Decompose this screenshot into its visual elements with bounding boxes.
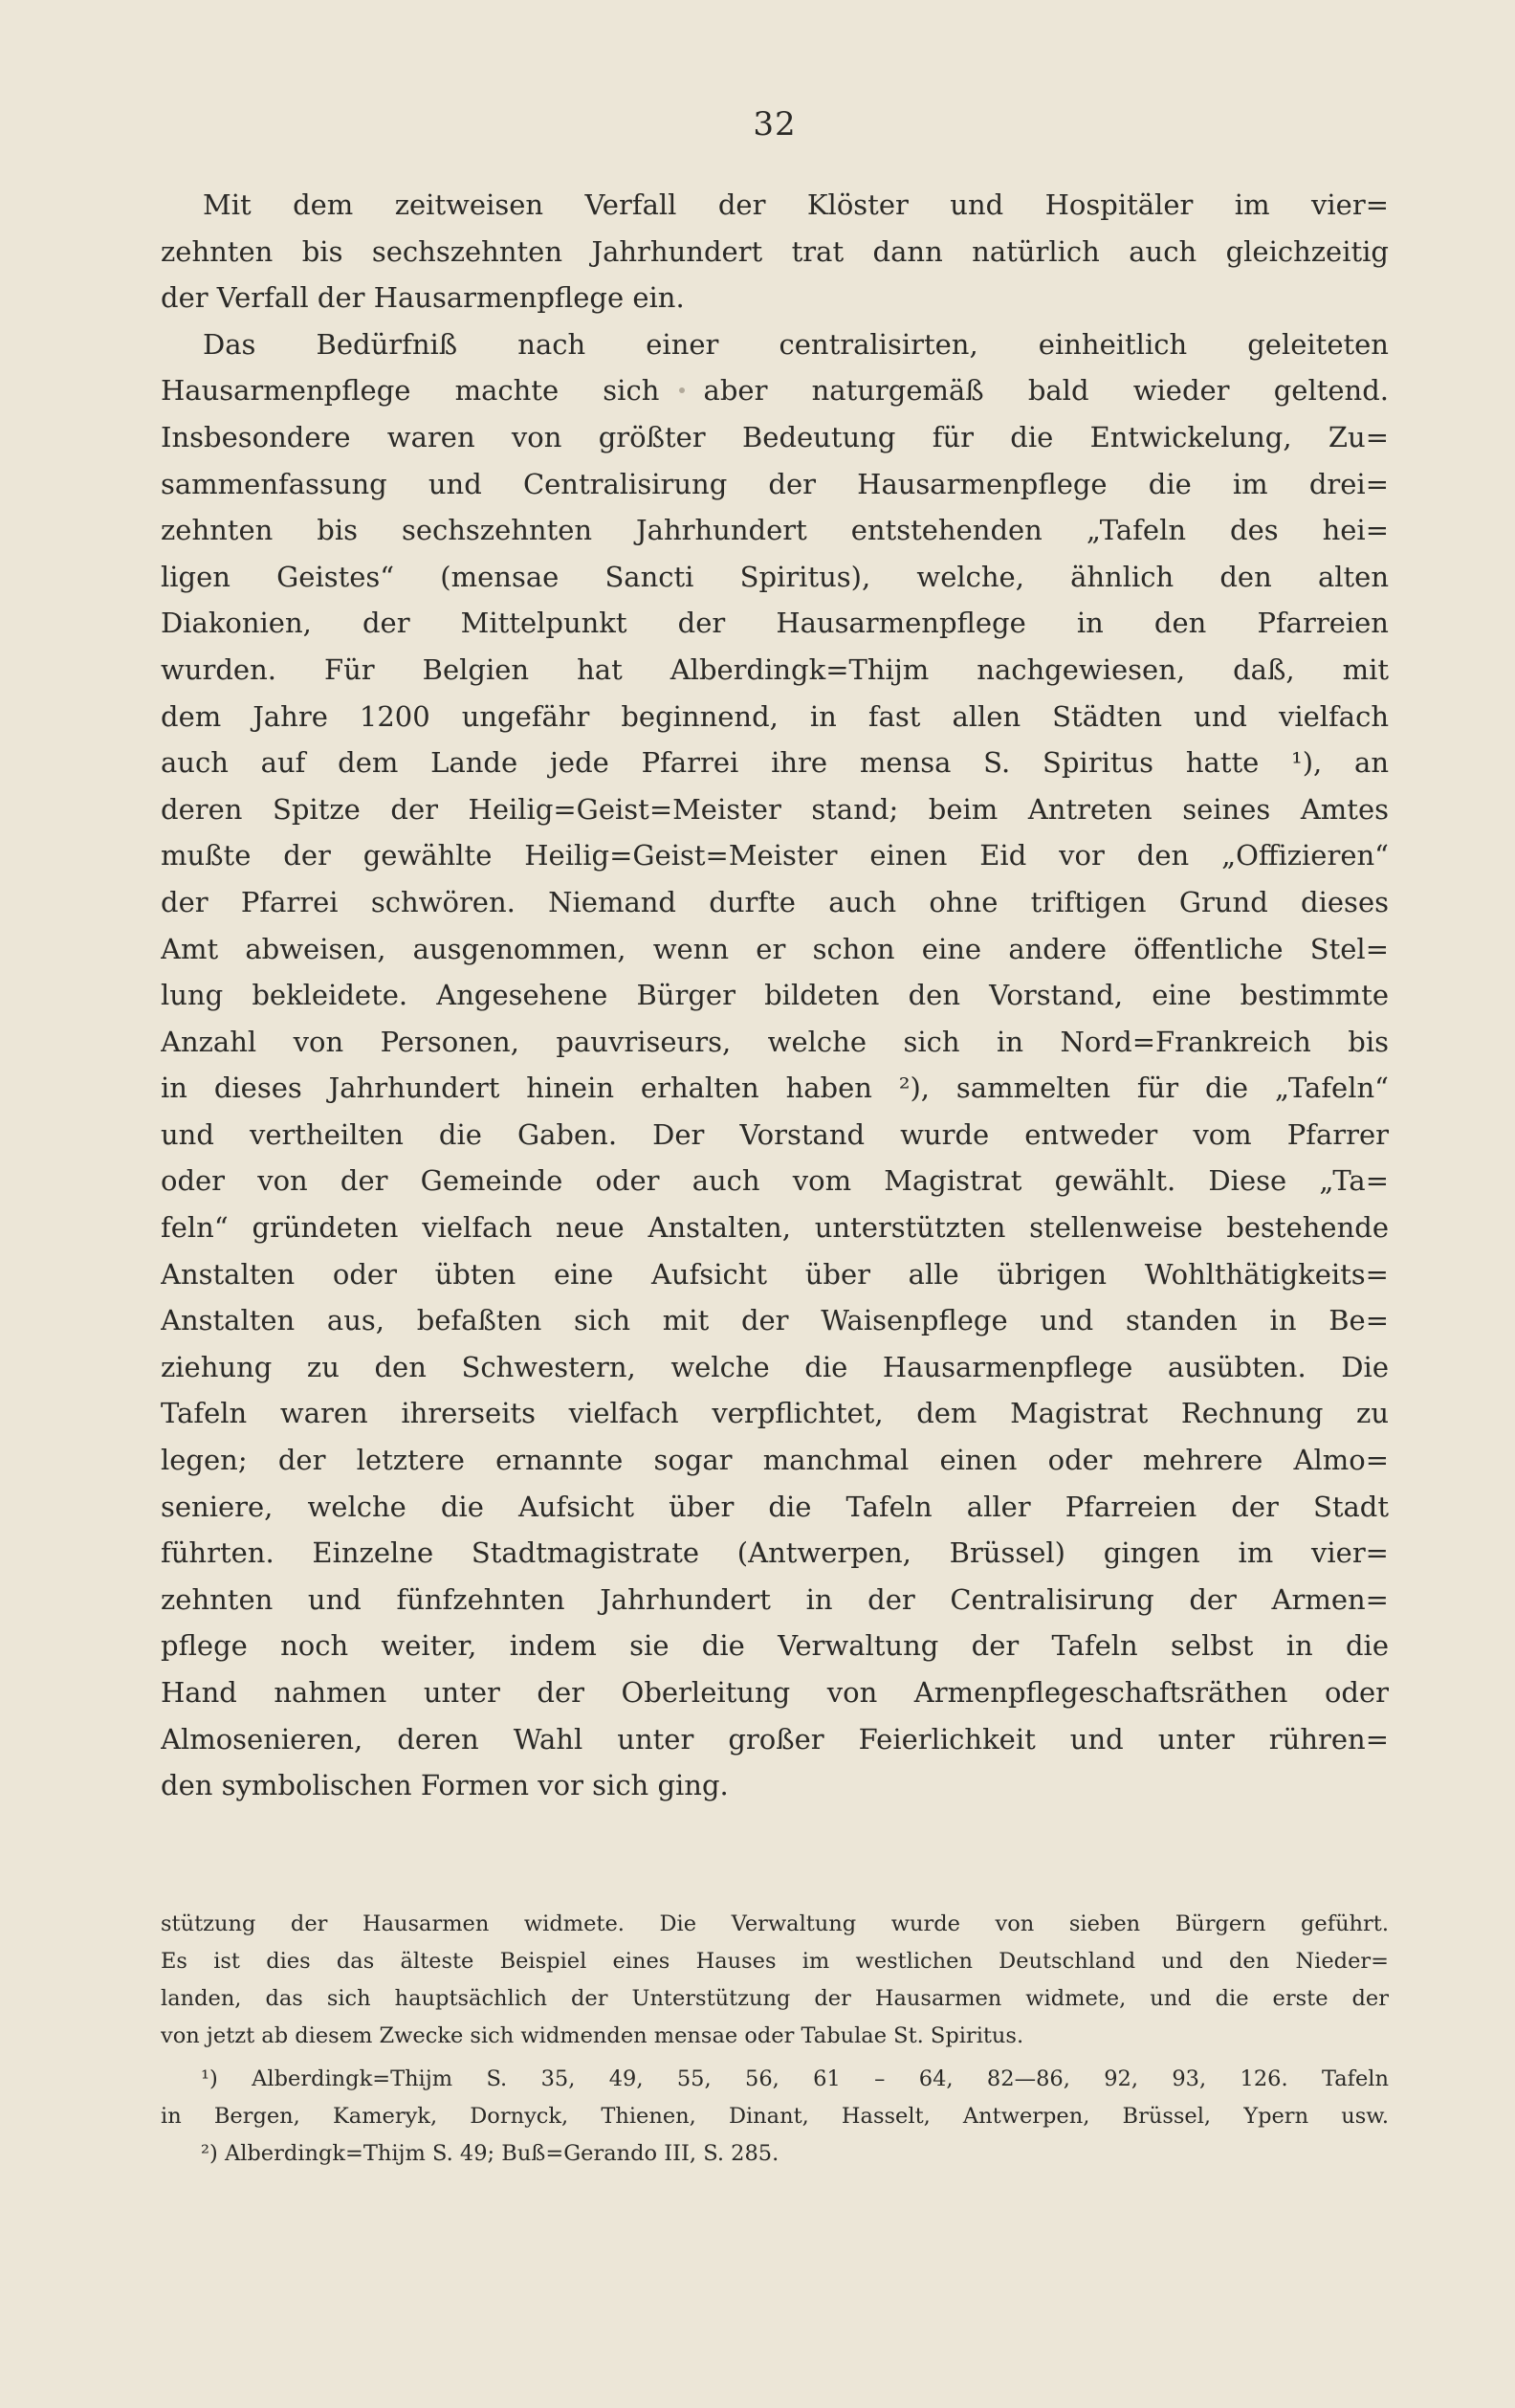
text-line: Anstalten aus, befaßten sich mit der Waisenpflege und standen in Be=: [161, 1304, 1389, 1337]
text-line: Mit dem zeitweisen Verfall der Klöster und Hospitäler im vier=: [203, 188, 1389, 221]
text-line: Anzahl von Personen, pauvriseurs, welche sich in Nord=Frankreich bis: [161, 1025, 1389, 1058]
text-line: Hand nahmen unter der Oberleitung von Armenpflegeschaftsräthen oder: [161, 1676, 1389, 1709]
text-line: Insbesondere waren von größter Bedeutung für die Entwickelung, Zu=: [161, 420, 1389, 453]
text-line: führten. Einzelne Stadtmagistrate (Antwerpen, Brüssel) gingen im vier=: [161, 1536, 1389, 1570]
text-line: zehnten bis sechszehnten Jahrhundert entstehenden „Tafeln des hei=: [161, 514, 1389, 547]
text-line: Almosenieren, deren Wahl unter großer Feierlichkeit und unter rühren=: [161, 1722, 1389, 1756]
text-line: auch auf dem Lande jede Pfarrei ihre mensa S. Spiritus hatte ¹), an: [161, 746, 1389, 780]
text-line: mußte der gewählte Heilig=Geist=Meister einen Eid vor den „Offizieren“: [161, 839, 1389, 873]
text-line: deren Spitze der Heilig=Geist=Meister stand; beim Antreten seines Amtes: [161, 792, 1389, 826]
text-line: und vertheilten die Gaben. Der Vorstand wurde entweder vom Pfarrer: [161, 1117, 1389, 1151]
text-line: legen; der letztere ernannte sogar manchmal einen oder mehrere Almo=: [161, 1444, 1389, 1477]
footnotes: [161, 1906, 1389, 2173]
text-line: Das Bedürfniß nach einer centralisirten, einheitlich geleiteten: [203, 327, 1389, 361]
text-line: Hausarmenpflege machte sich aber naturgemäß bald wieder geltend.: [161, 374, 1389, 408]
text-line: Anstalten oder übten eine Aufsicht über alle übrigen Wohlthätigkeits=: [161, 1257, 1389, 1291]
text-line: ziehung zu den Schwestern, welche die Hausarmenpflege ausübten. Die: [161, 1350, 1389, 1383]
footnote-line: landen, das sich hauptsächlich der Unterstützung der Hausarmen widmete, und die erste der: [161, 1986, 1389, 2011]
text-line: pflege noch weiter, indem sie die Verwaltung der Tafeln selbst in die: [161, 1629, 1389, 1663]
text-line: Amt abweisen, ausgenommen, wenn er schon eine andere öffentliche Stel=: [161, 932, 1389, 965]
footnote-line: in Bergen, Kameryk, Dornyck, Thienen, Dinant, Hasselt, Antwerpen, Brüssel, Ypern usw.: [161, 2104, 1389, 2129]
text-line: zehnten bis sechszehnten Jahrhundert trat dann natürlich auch gleichzeitig: [161, 234, 1389, 268]
footnote-line: ¹) Alberdingk=Thijm S. 35, 49, 55, 56, 61 – 64, 82—86, 92, 93, 126. Tafeln: [201, 2066, 1389, 2091]
text-line: sammenfassung und Centralisirung der Hausarmenpflege die im drei=: [161, 467, 1389, 500]
text-line: Tafeln waren ihrerseits vielfach verpflichtet, dem Magistrat Rechnung zu: [161, 1397, 1389, 1430]
footnote-line: Es ist dies das älteste Beispiel eines Hauses im westlichen Deutschland und den Nieder=: [161, 1949, 1389, 1974]
text-line: der Verfall der Hausarmenpflege ein.: [161, 281, 685, 315]
text-line: ligen Geistes“ (mensae Sancti Spiritus), welche, ähnlich den alten: [161, 560, 1389, 593]
text-line: dem Jahre 1200 ungefähr beginnend, in fast allen Städten und vielfach: [161, 699, 1389, 733]
footnote-line: stützung der Hausarmen widmete. Die Verwaltung wurde von sieben Bürgern geführt.: [161, 1911, 1389, 1936]
footnote-line: ²) Alberdingk=Thijm S. 49; Buß=Gerando III, S. 285.: [201, 2141, 779, 2166]
text-line: der Pfarrei schwören. Niemand durfte auch ohne triftigen Grund dieses: [161, 885, 1389, 918]
footnote-line: von jetzt ab diesem Zwecke sich widmenden mensae oder Tabulae St. Spiritus.: [161, 2023, 1024, 2048]
text-line: zehnten und fünfzehnten Jahrhundert in der Centralisirung der Armen=: [161, 1582, 1389, 1616]
text-line: den symbolischen Formen vor sich ging.: [161, 1769, 729, 1802]
text-line: oder von der Gemeinde oder auch vom Magistrat gewählt. Diese „Ta=: [161, 1164, 1389, 1198]
text-line: feln“ gründeten vielfach neue Anstalten, unterstützten stellenweise bestehende: [161, 1211, 1389, 1245]
text-line: in dieses Jahrhundert hinein erhalten haben ²), sammelten für die „Tafeln“: [161, 1071, 1389, 1105]
text-line: seniere, welche die Aufsicht über die Tafeln aller Pfarreien der Stadt: [161, 1490, 1389, 1523]
page-number: 32: [753, 105, 797, 144]
main-text: [161, 182, 1389, 1809]
text-line: lung bekleidete. Angesehene Bürger bildeten den Vorstand, eine bestimmte: [161, 979, 1389, 1012]
text-line: Diakonien, der Mittelpunkt der Hausarmenpflege in den Pfarreien: [161, 607, 1389, 640]
text-line: wurden. Für Belgien hat Alberdingk=Thijm nachgewiesen, daß, mit: [161, 652, 1389, 686]
